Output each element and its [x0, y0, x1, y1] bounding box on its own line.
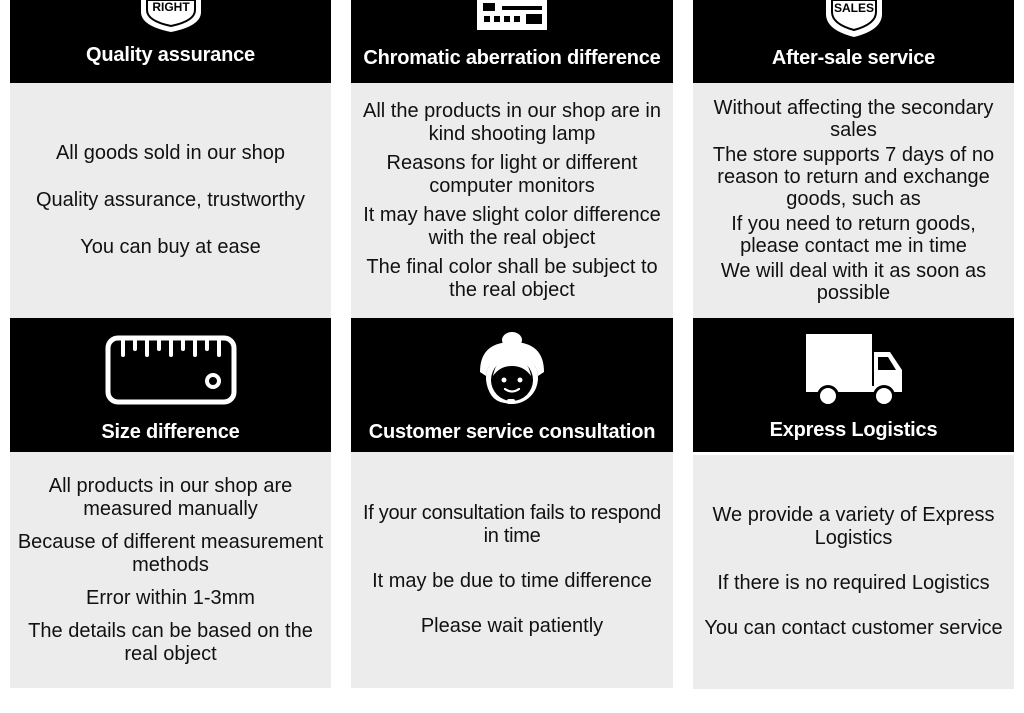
card-line: If there is no required Logistics — [717, 572, 990, 594]
card-title: After-sale service — [771, 47, 936, 69]
card-body — [10, 452, 331, 688]
card-line: Please wait patiently — [420, 615, 604, 637]
card-line: All products in our shop are measured manually — [48, 474, 293, 520]
card-line: You can buy at ease — [80, 236, 261, 258]
card-line: All the products in our shop are in kind shooting lamp — [363, 99, 661, 145]
card-size-difference — [10, 318, 331, 688]
card-line: We provide a variety of Express Logistics — [712, 504, 995, 549]
card-body — [351, 83, 673, 318]
card-chromatic-aberration — [351, 0, 673, 318]
card-line: You can contact customer service — [704, 617, 1003, 639]
card-title: Express Logistics — [769, 419, 938, 441]
card-line: If your consultation fails to respond in time — [363, 502, 661, 547]
card-line: Because of different measurement methods — [17, 530, 324, 576]
card-title: Customer service consultation — [368, 421, 656, 443]
card-line: The final color shall be subject to the real object — [366, 255, 658, 301]
svg-text:SALES: SALES — [833, 1, 874, 15]
card-express-logistics — [693, 318, 1014, 689]
card-line: If you need to return goods, please contact me in time — [731, 213, 976, 257]
card-header — [693, 318, 1014, 452]
card-line: The details can be based on the real object — [28, 619, 313, 665]
card-quality-assurance — [10, 0, 331, 318]
card-line: All goods sold in our shop — [55, 142, 286, 164]
card-line: Quality assurance, trustworthy — [36, 189, 305, 211]
card-line: Error within 1-3mm — [86, 586, 255, 609]
card-body — [10, 83, 331, 318]
card-header — [10, 0, 331, 83]
card-title: Quality assurance — [86, 44, 255, 66]
customer-service-agent-icon — [474, 330, 550, 410]
badge-right-icon — [137, 0, 205, 34]
card-header — [693, 0, 1014, 83]
delivery-truck-icon — [804, 332, 904, 410]
sales-shield-icon — [822, 0, 886, 38]
card-line: It may be due to time difference — [372, 570, 652, 592]
svg-text:RIGHT: RIGHT — [151, 0, 190, 14]
card-header — [351, 0, 673, 83]
card-header — [10, 318, 331, 452]
card-after-sale-service — [693, 0, 1014, 318]
card-body — [351, 452, 673, 688]
card-customer-service — [351, 318, 673, 690]
card-title: Chromatic aberration difference — [363, 47, 661, 69]
color-panel-icon — [474, 0, 550, 32]
card-line: It may have slight color difference with the real object — [363, 203, 661, 249]
card-line: We will deal with it as soon as possible — [720, 260, 987, 304]
card-line: Reasons for light or different computer monitors — [386, 151, 638, 197]
card-header — [351, 318, 673, 452]
card-line: The store supports 7 days of no reason to return and exchange goods, such as — [712, 144, 995, 210]
card-title: Size difference — [101, 421, 240, 443]
card-line: Without affecting the secondary sales — [713, 97, 994, 141]
card-body — [693, 455, 1014, 689]
ruler-icon — [105, 335, 237, 405]
card-body — [693, 83, 1014, 318]
